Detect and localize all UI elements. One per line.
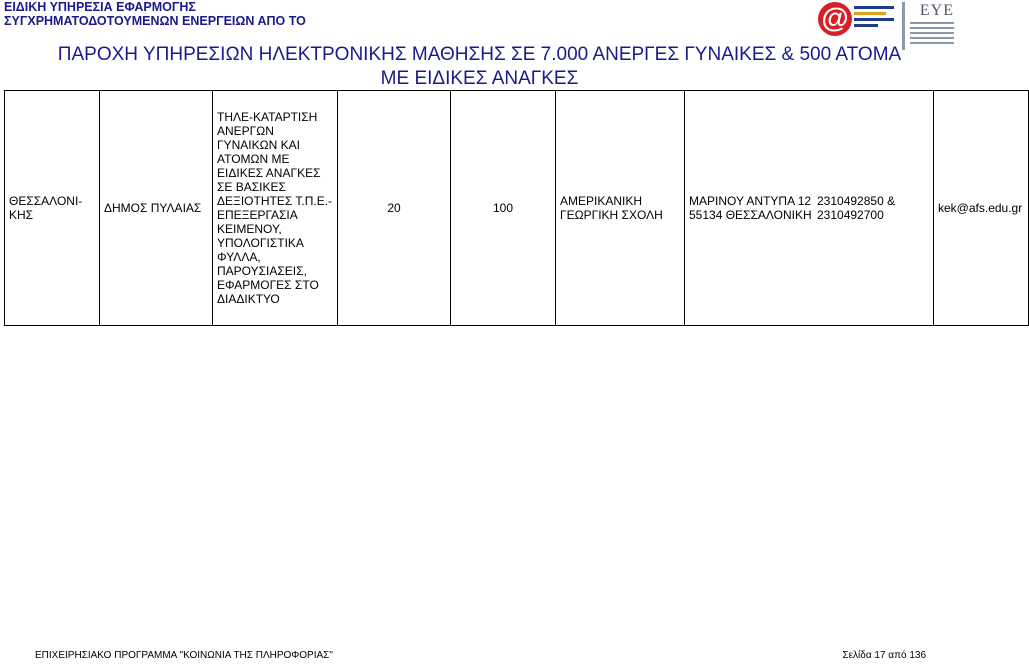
provider-cell: ΑΜΕΡΙΚΑΝΙΚΗ ΓΕΩΡΓΙΚΗ ΣΧΟΛΗ	[556, 91, 685, 326]
address-text: ΜΑΡΙΝΟΥ ΑΝΤΥΠΑ 12 55134 ΘΕΣΣΑΛΟΝΙΚΗ	[689, 194, 812, 222]
program-cell: ΤΗΛΕ-ΚΑΤΑΡΤΙΣΗ ΑΝΕΡΓΩΝ ΓΥΝΑΙΚΩΝ ΚΑΙ ΑΤΟΜΩΝ ΜΕ ΕΙΔΙΚΕΣ ΑΝΑΓΚΕΣ ΣΕ ΒΑΣΙΚΕΣ ΔΕΞΙΟΤΗΤΕΣ Τ.Π.Ε.- ΕΠΕΞΕΡΓΑΣΙΑ ΚΕΙΜΕΝΟΥ, ΥΠΟΛΟΓΙΣΤΙΚΑ ΦΥΛΛΑ, ΠΑΡΟΥΣΙΑΣΕΙΣ, ΕΦΑΡΜΟΓΕΣ ΣΤΟ ΔΙΑΔΙΚΤΥΟ	[213, 91, 338, 326]
infosoc-logo	[818, 2, 896, 38]
email-cell: kek@afs.edu.gr	[934, 91, 1029, 326]
region-cell: ΘΕΣΣΑΛΟΝΙ-ΚΗΣ	[5, 91, 100, 326]
header-line-1: ΕΙΔΙΚΗ ΥΠΗΡΕΣΙΑ ΕΦΑΡΜΟΓΗΣ	[4, 0, 196, 14]
num1-cell: 20	[338, 91, 451, 326]
header-line-2: ΣΥΓΧΡΗΜΑΤΟΔΟΤΟΥΜΕΝΩΝ ΕΝΕΡΓΕΙΩΝ ΑΠΟ ΤΟ	[4, 14, 306, 28]
at-sign-icon: @	[818, 2, 852, 36]
page-number: Σελίδα 17 από 136	[842, 650, 926, 661]
footer-program: ΕΠΙΧΕΙΡΗΣΙΑΚΟ ΠΡΟΓΡΑΜΜΑ "ΚΟΙΝΩΝΙΑ ΤΗΣ ΠΛΗΡΟΦΟΡΙΑΣ"	[35, 650, 333, 661]
num2-cell: 100	[451, 91, 556, 326]
table-row	[5, 91, 1029, 326]
page-title-line-2: ΜΕ ΕΙΔΙΚΕΣ ΑΝΑΓΚΕΣ	[380, 68, 579, 89]
address-phone-cell	[685, 91, 934, 326]
eye-logo: ΕΥΕ	[900, 0, 956, 52]
municipality-cell: ΔΗΜΟΣ ΠΥΛΑΙΑΣ	[100, 91, 213, 326]
page-title-line-1: ΠΑΡΟΧΗ ΥΠΗΡΕΣΙΩΝ ΗΛΕΚΤΡΟΝΙΚΗΣ ΜΑΘΗΣΗΣ ΣΕ 7.000 ΑΝΕΡΓΕΣ ΓΥΝΑΙΚΕΣ & 500 ΑΤΟΜΑ	[57, 44, 902, 65]
programs-table	[4, 90, 1029, 326]
phones-text: 2310492850 & 2310492700	[817, 194, 896, 222]
